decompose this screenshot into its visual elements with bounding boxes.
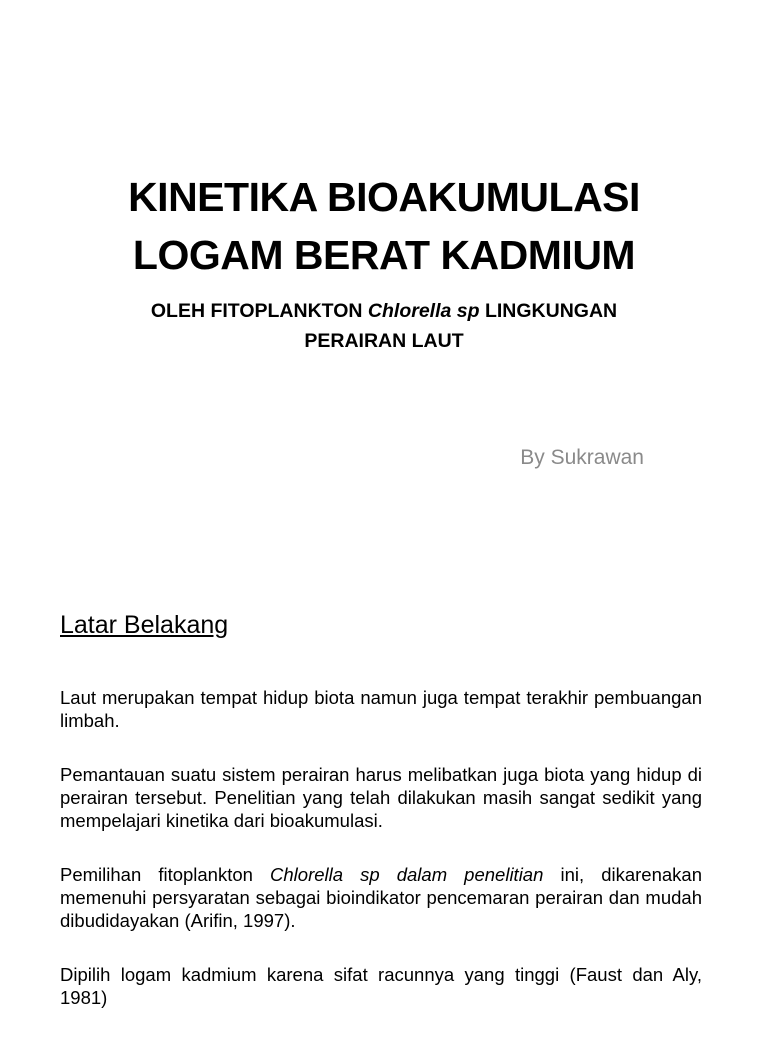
paragraph-3-italic: Chlorella sp dalam penelitian <box>270 864 544 885</box>
subtitle-text-start: OLEH FITOPLANKTON <box>150 300 368 322</box>
section-heading: Latar Belakang <box>60 611 229 639</box>
main-title <box>0 168 768 284</box>
subtitle-text-end: LINGKUNGAN PERAIRAN LAUT <box>304 300 618 352</box>
paragraph-3 <box>60 863 702 932</box>
title-block <box>0 168 768 356</box>
paragraph-3-end: ini, dikarenakan memenuhi persyaratan sebagai bioindikator pencemaran perairan dan mudah dibudidayakan (Arifin, 1997). <box>60 864 702 931</box>
paragraph-2: Pemantauan suatu sistem perairan harus melibatkan juga biota yang hidup di perairan tersebut. Penelitian yang telah dilakukan masih sangat sedikit yang mempelajari kinetika dari bioakumulasi. <box>60 764 702 831</box>
author-credit: By Sukrawan <box>520 446 644 469</box>
paragraph-1: Laut merupakan tempat hidup biota namun juga tempat terakhir pembuangan limbah. <box>60 687 702 731</box>
paragraph-4: Dipilih logam kadmium karena sifat racunnya yang tinggi (Faust dan Aly, 1981) <box>60 964 702 1008</box>
background-section <box>60 608 702 1040</box>
subtitle-species-name: Chlorella sp <box>367 300 480 322</box>
main-title-line-1: KINETIKA BIOAKUMULASI <box>128 174 640 220</box>
subtitle <box>104 296 664 356</box>
main-title-line-2: LOGAM BERAT KADMIUM <box>132 232 636 278</box>
paragraph-3-start: Pemilihan fitoplankton <box>60 864 271 885</box>
